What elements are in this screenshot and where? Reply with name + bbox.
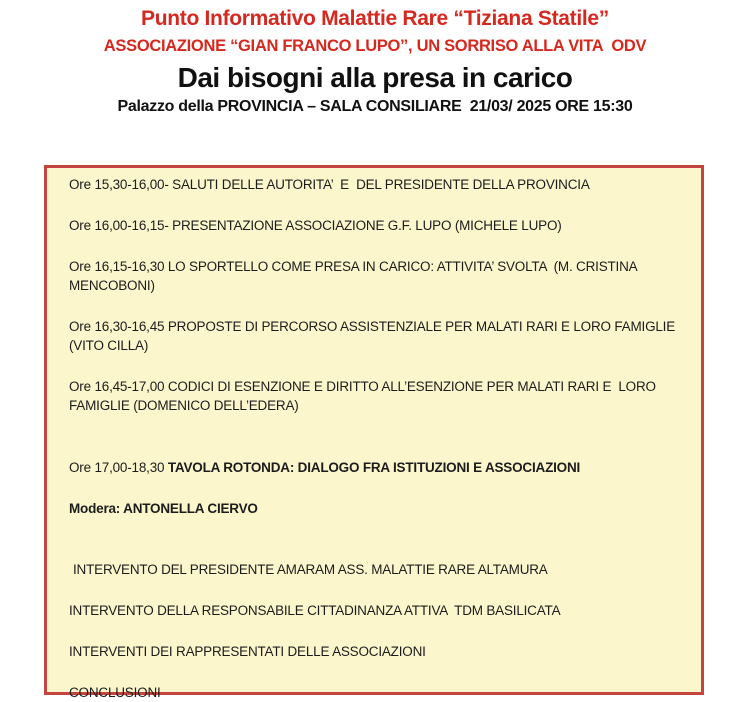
- program-item-round-table: [69, 458, 683, 477]
- program-item-speech-cittadinanza-attiva: INTERVENTO DELLA RESPONSABILE CITTADINANZA ATTIVA TDM BASILICATA: [69, 603, 561, 618]
- round-table-time: Ore 17,00-18,30: [69, 460, 168, 475]
- round-table-title: TAVOLA ROTONDA: DIALOGO FRA ISTITUZIONI E ASSOCIAZIONI: [167, 460, 581, 475]
- program-item-speech-representatives: INTERVENTI DEI RAPPRESENTATI DELLE ASSOCIAZIONI: [69, 644, 426, 659]
- event-main-title: Dai bisogni alla presa in carico: [177, 62, 573, 93]
- program-item-help-desk: Ore 16,15-16,30 LO SPORTELLO COME PRESA IN CARICO: ATTIVITA’ SVOLTA (M. CRISTINA MENCOBONI): [69, 259, 641, 293]
- program-item-conclusions: CONCLUSIONI: [69, 685, 161, 700]
- event-info-point-title: Punto Informativo Malattie Rare “Tiziana Statile”: [140, 7, 609, 30]
- program-item-exemption-codes: Ore 16,45-17,00 CODICI DI ESENZIONE E DIRITTO ALL’ESENZIONE PER MALATI RARI E LORO FAMIGLIE (DOMENICO DELL’EDERA): [69, 379, 660, 413]
- program-item-greetings: Ore 15,30-16,00- SALUTI DELLE AUTORITA’ E DEL PRESIDENTE DELLA PROVINCIA: [69, 177, 590, 192]
- program-item-care-pathway: Ore 16,30-16,45 PROPOSTE DI PERCORSO ASSISTENZIALE PER MALATI RARI E LORO FAMIGLIE (VITO CILLA): [69, 319, 679, 353]
- program-item-moderator: Modera: ANTONELLA CIERVO: [69, 501, 258, 516]
- association-subtitle: ASSOCIAZIONE “GIAN FRANCO LUPO”, UN SORRISO ALLA VITA ODV: [103, 37, 647, 55]
- program-item-speech-president-amaram: INTERVENTO DEL PRESIDENTE AMARAM ASS. MALATTIE RARE ALTAMURA: [73, 562, 548, 577]
- program-item-association-presentation: Ore 16,00-16,15- PRESENTAZIONE ASSOCIAZIONE G.F. LUPO (MICHELE LUPO): [69, 218, 562, 233]
- event-venue-datetime: Palazzo della PROVINCIA – SALA CONSILIARE 21/03/ 2025 ORE 15:30: [117, 98, 633, 115]
- program-schedule-box: [44, 165, 704, 700]
- flyer-header: [0, 0, 750, 116]
